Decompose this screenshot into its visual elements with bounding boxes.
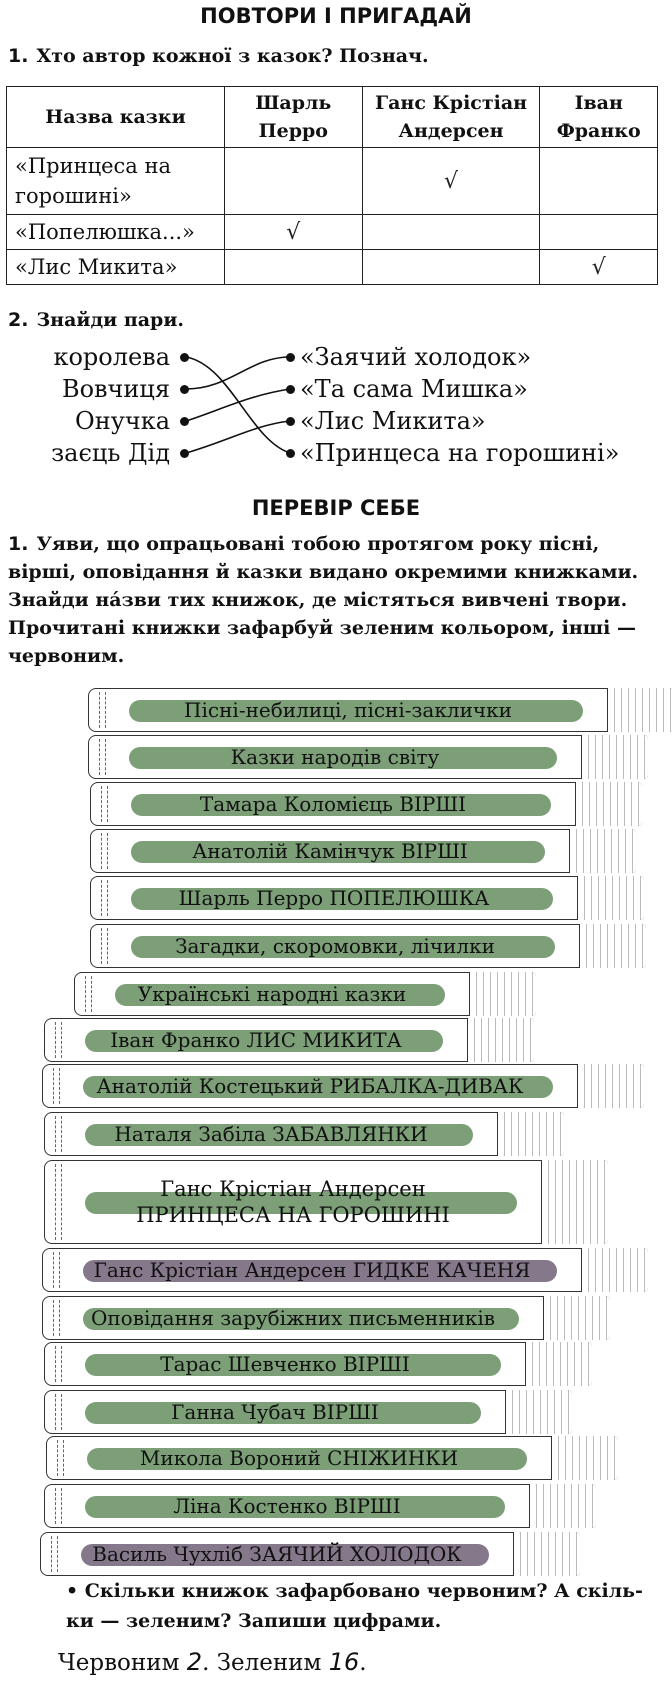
book-spine[interactable] [42,1064,644,1108]
book-title: Ліна Костенко ВІРШІ [173,1494,401,1518]
book-title: Ганна Чубач ВІРШІ [171,1400,379,1424]
pair-right-item: «Лис Микита» [300,407,486,435]
question-line: ки — зеленим? Запиши цифрами. [66,1610,442,1632]
bullet-icon: • [66,1580,79,1602]
task-number: 1. [8,533,29,555]
book-title: Загадки, скоромовки, лічилки [175,934,495,958]
book-title: Оповідання зарубіжних письменників [90,1306,496,1330]
book-title: Анатолій Костецький РИБАЛКА-ДИВАК [96,1074,524,1098]
task-text: Знайди пари. [36,309,185,331]
pair-left-item: Онучка [75,407,170,435]
task-number: 1. [8,45,29,67]
book-title: Василь Чухліб ЗАЯЧИЙ ХОЛОДОК [92,1542,462,1566]
task-line: Прочитані книжки зафарбуй зеленим кольором, інші — [8,617,637,639]
check-mark: √ [591,254,606,280]
row-title: «Лис Микита» [7,250,225,285]
book-spine[interactable] [44,1390,572,1434]
pair-right-item: «Та сама Мишка» [300,375,528,403]
pair-left-item: Вовчиця [61,375,170,403]
book-spine[interactable] [90,876,644,920]
task-text: Хто автор кожної з казок? Познач. [36,45,429,67]
green-label: Зеленим [216,1650,322,1676]
book-title: Микола Вороний СНІЖИНКИ [139,1446,459,1470]
row-title: «Принцеса на горошині» [7,148,225,215]
header-andersen: Ганс Крістіан Андерсен [362,87,540,148]
check-mark: √ [444,168,459,194]
book-spine[interactable] [44,1018,534,1062]
book-spine[interactable] [90,782,642,826]
book-spine[interactable] [46,1436,618,1480]
book-spine[interactable] [88,735,648,779]
book-title: Ганс Крістіан Андерсен ГИДКЕ КАЧЕНЯ [93,1258,531,1282]
book-spine[interactable] [88,688,672,732]
red-label: Червоним [58,1650,180,1676]
book-title: Шарль Перро ПОПЕЛЮШКА [178,886,490,910]
section2-task1-prompt [8,530,664,670]
pair-left-item: заєць Дід [51,439,170,467]
answer-line: Червоним 2. Зеленим 16. [58,1648,367,1676]
book-spine[interactable] [44,1484,596,1528]
header-tale-title: Назва казки [7,87,225,148]
book-spine[interactable] [40,1532,580,1576]
task-line: Уяви, що опрацьовані тобою протягом року пісні, [36,533,600,555]
task-line: Знайди нáзви тих книжок, де містяться вивчені твори. [8,589,628,611]
book-spine[interactable] [44,1112,564,1156]
green-count-field[interactable]: 16 [328,1648,360,1676]
book-spine[interactable] [74,972,536,1016]
row-title: «Попелюшка...» [7,215,225,250]
book-title: Анатолій Камінчук ВІРШІ [192,839,468,863]
book-spine[interactable] [44,1160,608,1244]
book-title: Казки народів світу [230,745,440,769]
book-title: Тарас Шевченко ВІРШІ [160,1352,410,1376]
header-perrault: Шарль Перро [225,87,363,148]
pair-right-item: «Принцеса на горошині» [300,439,620,467]
section-heading-review: ПОВТОРИ І ПРИГАДАЙ [200,4,472,28]
header-franko: Іван Франко [540,87,658,148]
book-title: Тамара Коломієць ВІРШІ [199,792,467,816]
pair-left-item: королева [53,343,170,371]
book-title: Ганс Крістіан Андерсен ПРИНЦЕСА НА ГОРОШИНІ [136,1177,450,1227]
book-title: Іван Франко ЛИС МИКИТА [110,1028,402,1052]
check-mark: √ [286,219,301,245]
task-number: 2. [8,309,29,331]
pair-right-item: «Заячий холодок» [300,343,532,371]
book-spine[interactable] [90,829,636,873]
book-spine[interactable] [44,1342,592,1386]
task-line: вірші, оповідання й казки видано окремими книжками. [8,561,639,583]
section-heading-self-check: ПЕРЕВІР СЕБЕ [251,496,421,520]
counting-question [66,1576,643,1636]
book-title: Пісні-небилиці, пісні-заклички [184,698,512,722]
book-title: Українські народні казки [137,982,407,1006]
task-line: червоним. [8,645,125,667]
book-title: Наталя Забіла ЗАБАВЛЯНКИ [114,1122,428,1146]
book-spine[interactable] [42,1248,648,1292]
book-spine[interactable] [90,924,646,968]
question-line: Скільки книжок зафарбовано червоним? А скіль- [84,1580,643,1602]
book-spine[interactable] [42,1296,610,1340]
red-count-field[interactable]: 2 [186,1648,203,1676]
